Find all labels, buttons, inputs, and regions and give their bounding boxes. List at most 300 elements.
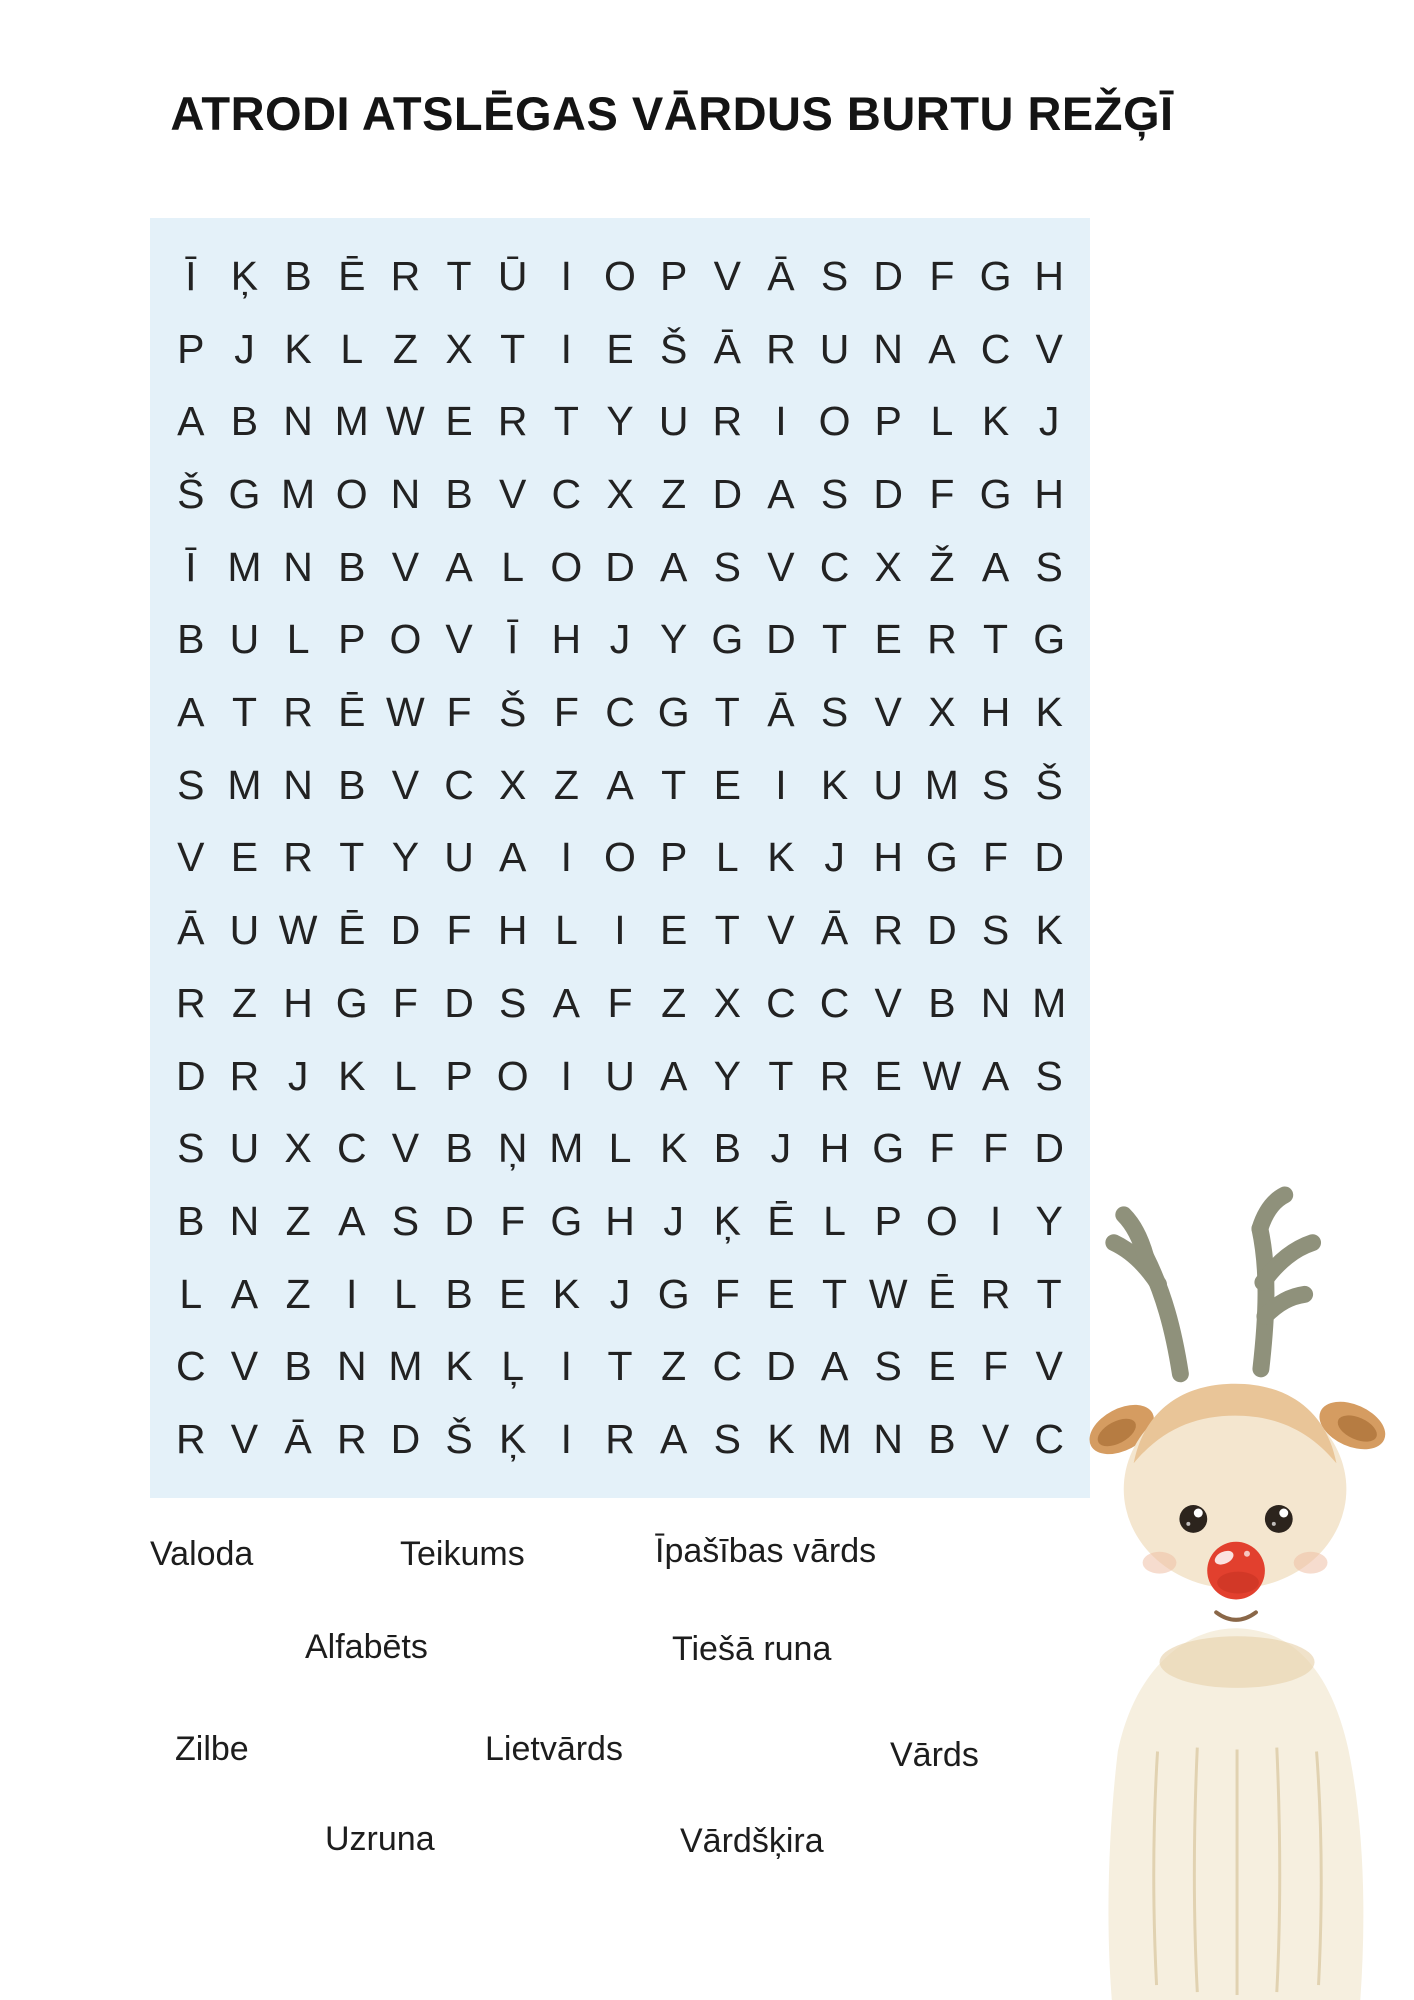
- grid-cell: S: [177, 761, 205, 808]
- grid-cell: Ī: [185, 252, 197, 299]
- grid-cell: V: [499, 470, 527, 517]
- grid-cell: H: [497, 907, 528, 954]
- grid-cell: Ī: [185, 543, 197, 590]
- grid-cell: X: [499, 761, 527, 808]
- grid-cell: H: [819, 1125, 850, 1172]
- grid-cell: I: [989, 1198, 1002, 1245]
- grid-cell: Y: [1035, 1198, 1063, 1245]
- grid-cell: D: [766, 616, 796, 663]
- grid-cell: S: [1035, 1052, 1063, 1099]
- grid-cell: R: [229, 1052, 260, 1099]
- grid-cell: E: [499, 1270, 527, 1317]
- grid-cell: S: [391, 1198, 420, 1245]
- grid-cell: K: [767, 1416, 795, 1463]
- grid-cell: C: [444, 761, 474, 808]
- grid-cell: V: [391, 1125, 420, 1172]
- grid-cell: R: [927, 616, 957, 663]
- grid-cell: J: [1038, 398, 1060, 445]
- word-list-item: Uzruna: [325, 1820, 435, 1858]
- grid-cell: B: [284, 1343, 312, 1390]
- grid-cell: N: [980, 979, 1011, 1026]
- grid-cell: H: [980, 689, 1011, 736]
- word-list-item: Alfabēts: [305, 1628, 428, 1666]
- grid-cell: R: [176, 979, 206, 1026]
- grid-cell: D: [927, 907, 957, 954]
- grid-cell: M: [388, 1343, 423, 1390]
- grid-cell: I: [560, 1416, 573, 1463]
- grid-cell: P: [338, 616, 366, 663]
- grid-cell: V: [767, 907, 795, 954]
- cheek: [1143, 1552, 1177, 1574]
- grid-cell: R: [283, 689, 313, 736]
- grid-cell: G: [872, 1125, 905, 1172]
- grid-cell: I: [560, 834, 573, 881]
- grid-cell: U: [229, 616, 260, 663]
- grid-cell: A: [499, 834, 527, 881]
- grid-cell: V: [1035, 1343, 1063, 1390]
- grid-cell: S: [820, 470, 849, 517]
- grid-cell: R: [176, 1416, 206, 1463]
- grid-cell: D: [390, 1416, 421, 1463]
- grid-cell: E: [230, 834, 259, 881]
- grid-cell: A: [820, 1343, 849, 1390]
- grid-cell: S: [874, 1343, 902, 1390]
- grid-cell: L: [608, 1125, 632, 1172]
- grid-cell: E: [767, 1270, 795, 1317]
- grid-cell: F: [500, 1198, 526, 1245]
- grid-cell: Ļ: [501, 1343, 525, 1390]
- grid-cell: C: [1034, 1416, 1064, 1463]
- grid-cell: S: [820, 252, 849, 299]
- nose-highlight: [1244, 1551, 1250, 1557]
- grid-cell: L: [286, 616, 310, 663]
- grid-cell: J: [609, 616, 631, 663]
- grid-cell: D: [176, 1052, 206, 1099]
- grid-cell: O: [335, 470, 368, 517]
- nose-shade: [1217, 1572, 1259, 1594]
- grid-cell: A: [445, 543, 473, 590]
- grid-cell: A: [981, 543, 1010, 590]
- grid-cell: Ž: [929, 543, 955, 590]
- grid-cell: E: [928, 1343, 956, 1390]
- grid-cell: F: [983, 1125, 1009, 1172]
- grid-cell: A: [659, 1416, 688, 1463]
- grid-cell: L: [394, 1052, 417, 1099]
- grid-cell: W: [386, 689, 425, 736]
- grid-cell: O: [818, 398, 851, 445]
- grid-cell: C: [819, 979, 850, 1026]
- grid-cell: X: [928, 689, 956, 736]
- grid-cell: T: [231, 689, 257, 736]
- grid-cell: K: [552, 1270, 581, 1317]
- grid-cell: K: [659, 1125, 688, 1172]
- grid-cell: K: [1035, 907, 1063, 954]
- grid-cell: J: [770, 1125, 792, 1172]
- grid-cell: Z: [661, 979, 687, 1026]
- grid-cell: V: [230, 1343, 259, 1390]
- grid-cell: K: [284, 325, 312, 372]
- grid-cell: L: [501, 543, 525, 590]
- grid-cell: Y: [391, 834, 420, 881]
- grid-cell: Z: [661, 1343, 687, 1390]
- grid-cell: H: [605, 1198, 635, 1245]
- grid-cell: P: [659, 252, 688, 299]
- grid-cell: U: [873, 761, 904, 808]
- grid-cell: B: [445, 470, 473, 517]
- grid-cell: B: [713, 1125, 741, 1172]
- chest-shade: [1160, 1636, 1315, 1688]
- grid-cell: T: [768, 1052, 794, 1099]
- grid-cell: C: [605, 689, 635, 736]
- grid-cell: K: [767, 834, 795, 881]
- grid-cell: I: [560, 1052, 573, 1099]
- grid-cell: D: [444, 1198, 474, 1245]
- grid-cell: Š: [499, 689, 527, 736]
- grid-cell: F: [929, 1125, 955, 1172]
- grid-cell: B: [338, 761, 366, 808]
- grid-cell: A: [338, 1198, 366, 1245]
- grid-cell: I: [775, 761, 787, 808]
- grid-cell: A: [928, 325, 956, 372]
- grid-cell: M: [227, 543, 262, 590]
- grid-cell: Ā: [767, 252, 795, 299]
- grid-cell: K: [1035, 689, 1063, 736]
- grid-cell: R: [283, 834, 313, 881]
- grid-cell: I: [560, 252, 573, 299]
- grid-cell: F: [446, 689, 472, 736]
- grid-cell: U: [444, 834, 474, 881]
- grid-cell: G: [979, 252, 1012, 299]
- grid-cell: C: [336, 1125, 367, 1172]
- grid-cell: Ē: [338, 252, 366, 299]
- grid-cell: F: [392, 979, 418, 1026]
- grid-cell: T: [339, 834, 365, 881]
- grid-cell: K: [338, 1052, 366, 1099]
- grid-cell: Y: [606, 398, 634, 445]
- grid-cell: D: [873, 252, 904, 299]
- grid-cell: N: [873, 1416, 904, 1463]
- grid-cell: O: [496, 1052, 529, 1099]
- grid-cell: I: [614, 907, 626, 954]
- grid-cell: Ē: [338, 907, 366, 954]
- grid-cell: A: [606, 761, 634, 808]
- grid-cell: V: [713, 252, 741, 299]
- grid-cell: O: [389, 616, 422, 663]
- grid-cell: J: [663, 1198, 684, 1245]
- grid-cell: G: [711, 616, 744, 663]
- grid-cell: Ā: [284, 1416, 312, 1463]
- grid-cell: A: [981, 1052, 1010, 1099]
- grid-cell: Š: [1035, 761, 1063, 808]
- grid-cell: P: [659, 834, 688, 881]
- grid-cell: L: [179, 1270, 203, 1317]
- grid-cell: P: [445, 1052, 473, 1099]
- grid-cell: N: [336, 1343, 367, 1390]
- grid-cell: B: [445, 1125, 473, 1172]
- grid-cell: O: [604, 834, 636, 881]
- grid-cell: S: [499, 979, 527, 1026]
- grid-cell: R: [605, 1416, 635, 1463]
- grid-cell: Y: [659, 616, 688, 663]
- grid-cell: Ū: [497, 252, 528, 299]
- grid-cell: E: [874, 616, 902, 663]
- grid-cell: E: [445, 398, 473, 445]
- grid-cell: L: [394, 1270, 417, 1317]
- grid-cell: T: [446, 252, 472, 299]
- grid-cell: G: [550, 1198, 583, 1245]
- grid-cell: H: [1034, 470, 1064, 517]
- grid-cell: J: [824, 834, 845, 881]
- grid-cell: C: [176, 1343, 206, 1390]
- grid-cell: G: [657, 1270, 690, 1317]
- grid-cell: F: [553, 689, 579, 736]
- grid-cell: M: [281, 470, 316, 517]
- grid-cell: U: [229, 1125, 260, 1172]
- grid-cell: T: [822, 1270, 848, 1317]
- grid-cell: R: [819, 1052, 850, 1099]
- grid-cell: C: [551, 470, 582, 517]
- grid-cell: X: [713, 979, 741, 1026]
- grid-cell: Z: [392, 325, 418, 372]
- grid-cell: A: [552, 979, 581, 1026]
- grid-cell: F: [929, 252, 955, 299]
- grid-cell: A: [177, 689, 205, 736]
- grid-cell: R: [873, 907, 904, 954]
- grid-cell: O: [550, 543, 583, 590]
- grid-cell: D: [444, 979, 474, 1026]
- grid-cell: Z: [285, 1198, 311, 1245]
- grid-cell: Ā: [820, 907, 849, 954]
- grid-cell: R: [766, 325, 796, 372]
- grid-cell: R: [336, 1416, 367, 1463]
- grid-cell: G: [979, 470, 1012, 517]
- grid-cell: W: [868, 1270, 908, 1317]
- grid-cell: A: [767, 470, 795, 517]
- grid-cell: B: [928, 1416, 956, 1463]
- grid-cell: C: [712, 1343, 743, 1390]
- grid-cell: G: [228, 470, 261, 517]
- grid-cell: E: [713, 761, 741, 808]
- grid-cell: L: [340, 325, 364, 372]
- grid-cell: V: [874, 979, 902, 1026]
- word-list-item: Vārdšķira: [680, 1822, 824, 1860]
- grid-cell: V: [767, 543, 795, 590]
- grid-cell: C: [819, 543, 850, 590]
- grid-cell: S: [1035, 543, 1063, 590]
- grid-cell: B: [338, 543, 366, 590]
- grid-cell: Ī: [506, 616, 519, 663]
- grid-cell: R: [390, 252, 421, 299]
- cheek: [1294, 1552, 1328, 1574]
- grid-cell: S: [177, 1125, 205, 1172]
- grid-cell: V: [230, 1416, 259, 1463]
- reindeer-illustration: [1085, 1185, 1405, 2000]
- grid-cell: Š: [177, 470, 205, 517]
- grid-cell: F: [929, 470, 955, 517]
- grid-cell: T: [714, 907, 740, 954]
- grid-cell: A: [230, 1270, 259, 1317]
- grid-cell: D: [712, 470, 743, 517]
- grid-cell: G: [1033, 616, 1066, 663]
- grid-cell: H: [283, 979, 313, 1026]
- grid-cell: V: [391, 543, 420, 590]
- grid-cell: M: [817, 1416, 852, 1463]
- grid-cell: U: [658, 398, 689, 445]
- grid-cell: Ķ: [713, 1198, 741, 1245]
- grid-cell: S: [981, 761, 1010, 808]
- grid-cell: Š: [659, 325, 688, 372]
- grid-cell: V: [874, 689, 902, 736]
- grid-cell: T: [607, 1343, 633, 1390]
- grid-cell: Ķ: [230, 252, 259, 299]
- grid-cell: D: [390, 907, 421, 954]
- grid-cell: N: [283, 543, 313, 590]
- grid-cell: E: [659, 907, 688, 954]
- grid-cell: M: [227, 761, 262, 808]
- grid-cell: P: [874, 398, 902, 445]
- grid-cell: J: [609, 1270, 631, 1317]
- grid-cell: L: [554, 907, 578, 954]
- grid-cell: W: [386, 398, 425, 445]
- grid-cell: D: [1034, 1125, 1064, 1172]
- grid-cell: T: [1036, 1270, 1062, 1317]
- grid-cell: W: [278, 907, 318, 954]
- grid-cell: B: [284, 252, 312, 299]
- grid-cell: D: [873, 470, 904, 517]
- grid-cell: I: [560, 325, 573, 372]
- grid-cell: Z: [553, 761, 579, 808]
- grid-cell: G: [335, 979, 368, 1026]
- word-list-item: Vārds: [890, 1736, 979, 1774]
- grid-cell: S: [713, 1416, 741, 1463]
- grid-cell: O: [604, 252, 636, 299]
- grid-cell: V: [445, 616, 473, 663]
- grid-cell: X: [445, 325, 473, 372]
- grid-cell: R: [980, 1270, 1011, 1317]
- grid-cell: X: [874, 543, 902, 590]
- grid-cell: A: [659, 1052, 688, 1099]
- grid-cell: O: [925, 1198, 958, 1245]
- grid-cell: T: [661, 761, 687, 808]
- grid-cell: N: [283, 398, 313, 445]
- grid-cell: U: [229, 907, 260, 954]
- grid-cell: L: [823, 1198, 846, 1245]
- grid-cell: P: [874, 1198, 902, 1245]
- grid-cell: L: [715, 834, 739, 881]
- grid-cell: F: [983, 1343, 1009, 1390]
- grid-cell: K: [445, 1343, 473, 1390]
- grid-cell: C: [980, 325, 1011, 372]
- grid-cell: Š: [445, 1416, 473, 1463]
- grid-cell: K: [981, 398, 1010, 445]
- grid-cell: F: [446, 907, 472, 954]
- grid-cell: X: [284, 1125, 312, 1172]
- grid-cell: T: [983, 616, 1009, 663]
- word-list-item: Valoda: [150, 1535, 254, 1573]
- grid-cell: U: [605, 1052, 635, 1099]
- grid-cell: B: [445, 1270, 473, 1317]
- grid-cell: H: [1034, 252, 1064, 299]
- grid-cell: P: [177, 325, 205, 372]
- grid-cell: V: [177, 834, 205, 881]
- grid-cell: R: [497, 398, 528, 445]
- grid-cell: K: [820, 761, 849, 808]
- grid-cell: I: [775, 398, 787, 445]
- grid-cell: J: [287, 1052, 309, 1099]
- word-list-item: Teikums: [400, 1535, 525, 1573]
- grid-cell: T: [714, 689, 740, 736]
- word-list-item: Tiešā runa: [672, 1630, 832, 1668]
- grid-cell: Ķ: [499, 1416, 527, 1463]
- grid-cell: S: [981, 907, 1010, 954]
- grid-cell: S: [820, 689, 849, 736]
- grid-cell: E: [874, 1052, 902, 1099]
- grid-cell: T: [822, 616, 848, 663]
- grid-cell: F: [607, 979, 633, 1026]
- grid-cell: B: [230, 398, 259, 445]
- grid-cell: G: [657, 689, 690, 736]
- grid-cell: Z: [285, 1270, 311, 1317]
- grid-cell: E: [606, 325, 634, 372]
- grid-cell: J: [234, 325, 255, 372]
- grid-cell: N: [873, 325, 904, 372]
- grid-cell: I: [560, 1343, 573, 1390]
- grid-cell: Ā: [713, 325, 741, 372]
- grid-cell: F: [983, 834, 1009, 881]
- grid-cell: B: [177, 1198, 205, 1245]
- grid-cell: Ē: [338, 689, 366, 736]
- grid-cell: T: [553, 398, 579, 445]
- grid-cell: U: [819, 325, 850, 372]
- grid-cell: G: [925, 834, 958, 881]
- grid-cell: S: [713, 543, 741, 590]
- word-search-grid: [150, 218, 1090, 1498]
- grid-cell: D: [605, 543, 635, 590]
- grid-cell: D: [766, 1343, 796, 1390]
- grid-cell: M: [924, 761, 959, 808]
- grid-cell: Ā: [767, 689, 795, 736]
- word-list-item: Zilbe: [175, 1730, 249, 1768]
- grid-cell: B: [177, 616, 205, 663]
- grid-cell: H: [873, 834, 904, 881]
- grid-cell: H: [551, 616, 582, 663]
- page-title: ATRODI ATSLĒGAS VĀRDUS BURTU REŽĢĪ: [170, 87, 1174, 140]
- grid-cell: L: [930, 398, 954, 445]
- grid-cell: Ē: [928, 1270, 956, 1317]
- grid-cell: Ņ: [497, 1125, 528, 1172]
- mouth: [1216, 1612, 1256, 1619]
- grid-cell: T: [500, 325, 526, 372]
- grid-cell: V: [1035, 325, 1063, 372]
- grid-cell: V: [981, 1416, 1010, 1463]
- grid-cell: W: [922, 1052, 962, 1099]
- grid-cell: R: [712, 398, 743, 445]
- antlers-icon: [1114, 1195, 1313, 1374]
- grid-cell: V: [391, 761, 420, 808]
- grid-cell: A: [659, 543, 688, 590]
- grid-cell: M: [1032, 979, 1067, 1026]
- grid-cell: Ē: [767, 1198, 795, 1245]
- grid-cell: M: [334, 398, 369, 445]
- word-list-item: Lietvārds: [485, 1730, 623, 1768]
- grid-cell: Ā: [177, 907, 205, 954]
- grid-cell: Z: [661, 470, 687, 517]
- grid-cell: N: [390, 470, 421, 517]
- grid-cell: N: [229, 1198, 260, 1245]
- grid-cell: M: [549, 1125, 584, 1172]
- grid-cell: F: [714, 1270, 740, 1317]
- grid-cell: D: [1034, 834, 1064, 881]
